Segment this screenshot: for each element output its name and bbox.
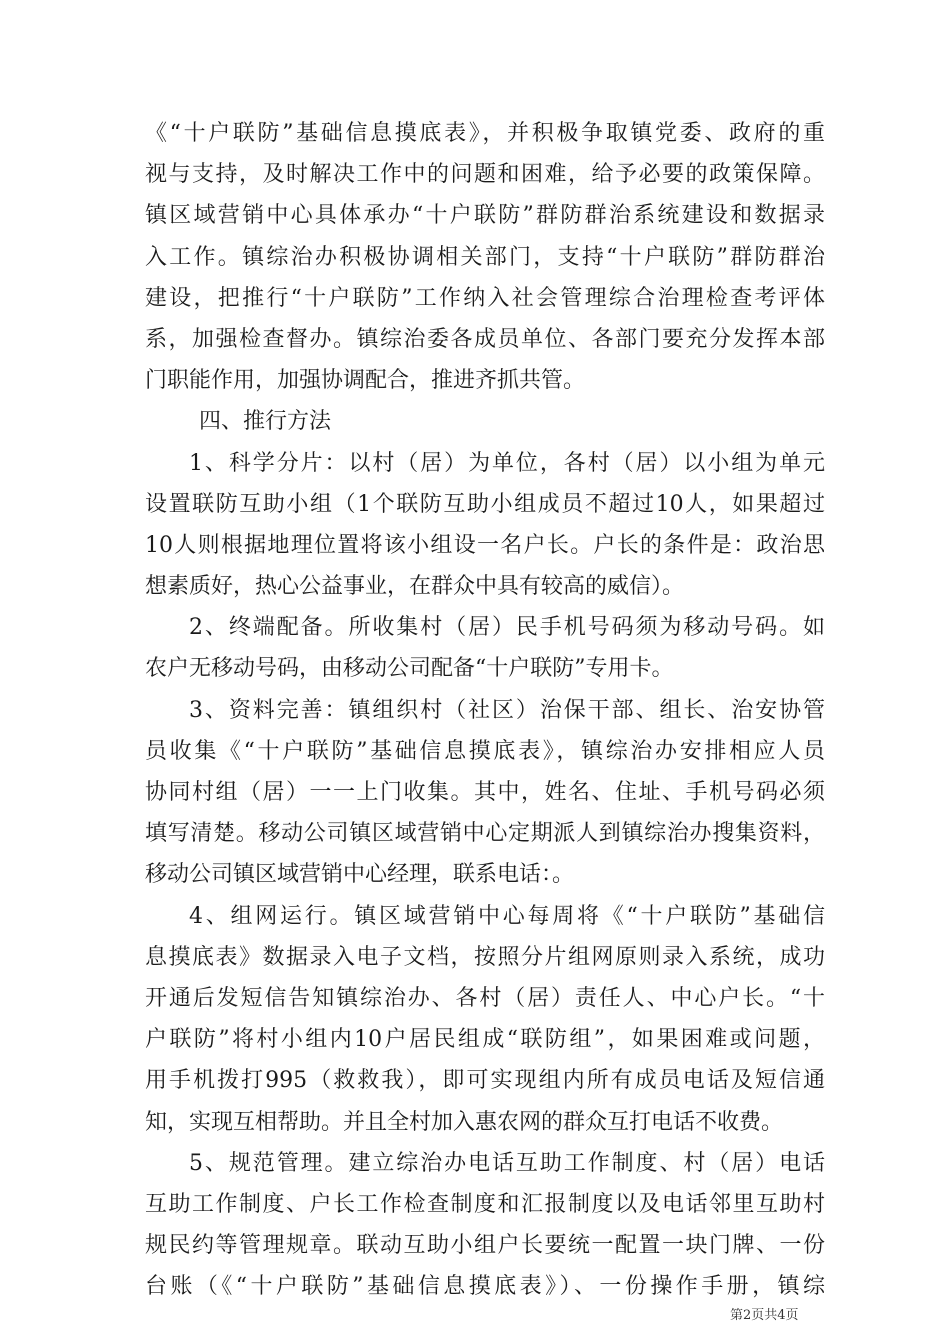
text-line: 5、规范管理。建立综治办电话互助工作制度、村（居）电话 (189, 1150, 825, 1176)
text-line: 设置联防互助小组（1个联防互助小组成员不超过10人，如果超过 (145, 491, 825, 517)
text-line: 移动公司镇区域营销中心经理，联系电话：。 (145, 862, 575, 888)
text-line: 知，实现互相帮助。并且全村加入惠农网的群众互打电话不收费。 (145, 1109, 784, 1135)
text-line: 开通后发短信告知镇综治办、各村（居）责任人、中心户长。“十 (145, 985, 825, 1011)
text-line: 户联防”将村小组内10户居民组成“联防组”，如果困难或问题， (145, 1027, 825, 1053)
text-line: 规民约等管理规章。联动互助小组户长要统一配置一块门牌、一份 (145, 1233, 825, 1259)
document-body (145, 113, 825, 1307)
text-line: 协同村组（居）一一上门收集。其中，姓名、住址、手机号码必须 (145, 780, 825, 805)
text-line: 门职能作用，加强协调配合，推进齐抓共管。 (145, 368, 586, 394)
page-number: 第2页共4页 (730, 1308, 799, 1323)
text-line: 息摸底表》数据录入电子文档，按照分片组网原则录入系统，成功 (145, 944, 825, 970)
text-line: 互助工作制度、户长工作检查制度和汇报制度以及电话邻里互助村 (145, 1191, 825, 1217)
text-line: 镇区域营销中心具体承办“十户联防”群防群治系统建设和数据录 (145, 203, 825, 229)
text-line: 填写清楚。移动公司镇区域营销中心定期派人到镇综治办搜集资料， (145, 821, 825, 847)
section-heading: 四、推行方法 (199, 409, 332, 435)
text-line: 想素质好，热心公益事业，在群众中具有较高的威信）。 (145, 574, 685, 600)
text-line: 《“十户联防”基础信息摸底表》，并积极争取镇党委、政府的重 (145, 121, 825, 146)
text-line: 3、资料完善：镇组织村（社区）治保干部、组长、治安协管 (189, 697, 825, 723)
text-line: 入工作。镇综治办积极协调相关部门，支持“十户联防”群防群治 (145, 244, 825, 270)
text-line: 1、科学分片：以村（居）为单位，各村（居）以小组为单元 (189, 450, 825, 476)
text-line: 视与支持，及时解决工作中的问题和困难，给予必要的政策保障。 (145, 162, 825, 188)
text-line: 4、组网运行。镇区域营销中心每周将《“十户联防”基础信 (189, 903, 825, 929)
text-line: 员收集《“十户联防”基础信息摸底表》，镇综治办安排相应人员 (145, 738, 825, 764)
text-line: 农户无移动号码，由移动公司配备“十户联防”专用卡。 (145, 656, 674, 682)
text-line: 2、终端配备。所收集村（居）民手机号码须为移动号码。如 (189, 615, 825, 641)
text-line: 建设，把推行“十户联防”工作纳入社会管理综合治理检查考评体 (145, 285, 825, 311)
text-line: 台账（《“十户联防”基础信息摸底表》）、一份操作手册，镇综 (145, 1274, 825, 1300)
text-line: 用手机拨打995（救救我），即可实现组内所有成员电话及短信通 (145, 1068, 825, 1094)
text-line: 10人则根据地理位置将该小组设一名户长。户长的条件是：政治思 (145, 532, 825, 558)
text-line: 系，加强检查督办。镇综治委各成员单位、各部门要充分发挥本部 (145, 326, 825, 352)
